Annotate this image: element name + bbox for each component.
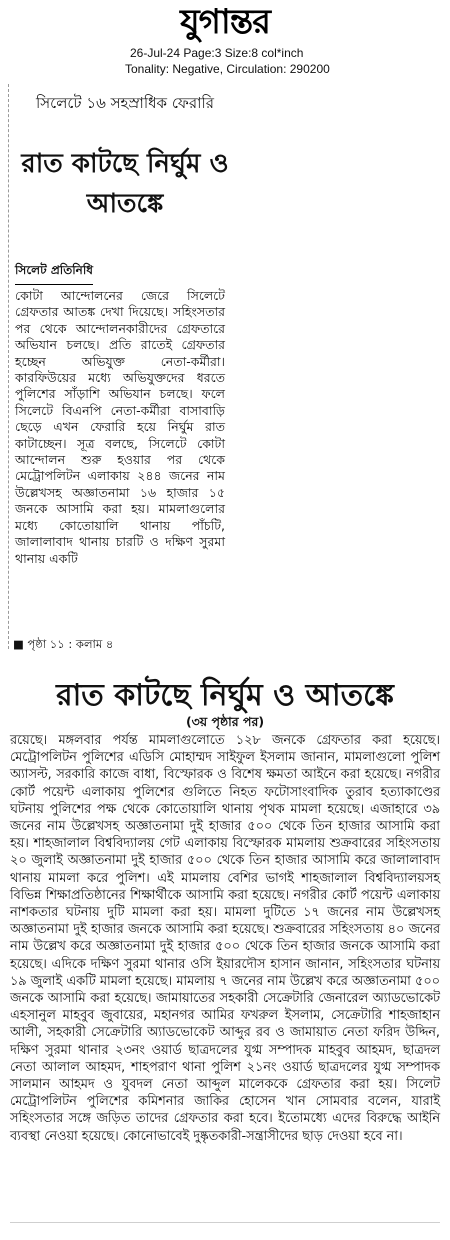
article-body: কোটা আন্দোলনের জেরে সিলেটে গ্রেফতার আতঙ্ক দেখা দিয়েছে। সহিংসতার পর থেকে আন্দোলনকারীদের গ্রেফতারে অভিযান চলছে। প্রতি রাতেই গ্রেফতার হচ্ছেন অভিযুক্ত নেতা-কর্মীরা। কারফিউয়ের মধ্যে অভিযুক্তদের ধরতে পুলিশের সাঁড়াশি অভিযান চলছে। ফলে সিলেটে বিএনপি নেতা-কর্মীরা বাসাবাড়ি ছেড়ে এখন ফেরারি হয়ে নির্ঘুম রাত কাটাচ্ছেন। সূত্র বলছে, সিলেটে কোটা আন্দোলন শুরু হওয়ার পর থেকে মেট্রোপলিটন এলাকায় ২৪৪ জনের নাম উল্লেখসহ অজ্ঞাতনামা ১৬ হাজার ১৫ জনকে আসামি করা হয়। মামলাগুলোর মধ্যে কোতোয়ালি থানায় পাঁচটি, জালালাবাদ থানায় চারটি ও দক্ষিণ সুরমা থানায় একটি [15,288,225,566]
continuation-headline: রাত কাটছে নির্ঘুম ও আতঙ্কে [56,678,394,713]
article-kicker: সিলেটে ১৬ সহস্রাধিক ফেরারি [35,94,215,112]
clipping-meta-tonality: Tonality: Negative, Circulation: 290200 [125,62,330,76]
continuation-body: রয়েছে। মঙ্গলবার পর্যন্ত মামলাগুলোতে ১২৮ জনকে গ্রেফতার করা হয়েছে। মেট্রোপলিটন পুলিশের এডিসি মোহাম্মদ সাইফুল ইসলাম জানান, মামলাগুলো পুলিশ অ্যাসল্ট, সরকারি কাজে বাধা, বিস্ফোরক ও বিশেষ ক্ষমতা আইনে করা হয়েছে। নগরীর কোর্ট পয়েন্ট এলাকায় পুলিশের গুলিতে নিহত ফটোসাংবাদিক তুরাব হত্যাকাণ্ডের ঘটনায় পুলিশের পক্ষ থেকে কোতোয়ালি থানায় পৃথক মামলা হয়েছে। এজাহারে ৩৯ জনের নাম উল্লেখসহ অজ্ঞাতনামা দুই হাজার ৫০০ থেকে তিন হাজার আসামি করা হয়। শাহজালাল বিশ্ববিদ্যালয় গেট এলাকায় বিস্ফোরক মামলায় শুক্রবারের সহিংসতায় ২০ জুলাই অজ্ঞাতনামা দুই হাজার ৫০০ থেকে তিন হাজার আসামি করে জালালাবাদ থানায় মামলা করে পুলিশ। এই মামলায় বেশির ভাগই শাহজালাল বিশ্ববিদ্যালয়সহ বিভিন্ন শিক্ষাপ্রতিষ্ঠানের শিক্ষার্থীকে আসামি করা হয়েছে। নগরীর কোর্ট পয়েন্ট এলাকায় নাশকতার ঘটনায় দুটি মামলা করা হয়। মামলা দুটিতে ১৭ জনের নাম উল্লেখসহ অজ্ঞাতনামা দুই হাজার জনকে আসামি করা হয়েছে। শুক্রবারের সহিংসতায় ৪০ জনের নাম উল্লেখ করে অজ্ঞাতনামা দুই হাজার ৫০০ থেকে তিন হাজার জনকে আসামি করা হয়েছে। এদিকে দক্ষিণ সুরমা থানার ওসি ইয়ারদৌস হাসান জানান, সহিংসতার ঘটনায় ১৯ জুলাই একটি মামলা হয়েছে। মামলায় ৭ জনের নাম উল্লেখ করে অজ্ঞাতনামা ৫০০ জনকে আসামি করা হয়েছে। জামায়াতের সহকারী সেক্রেটারি জেনারেল অ্যাডভোকেট এহসানুল মাহবুব জুবায়ের, মহানগর আমির ফখরুল ইসলাম, সেক্রেটারি শাহজাহান আলী, সহকারী সেক্রেটারি অ্যাডভোকেট আব্দুর রব ও জামায়াত নেতা ফরিদ উদ্দিন, দক্ষিণ সুরমা থানার ২৩নং ওয়ার্ড ছাত্রদলের যুগ্ম সম্পাদক মাহবুব আহমদ, ছাত্রদল নেতা আলাল আহমদ, শাহপরাণ থানা পুলিশ ২১নং ওয়ার্ড ছাত্রদলের যুগ্ম সম্পাদক সালমান আহমদ ও যুবদল নেতা আব্দুল মালেককে গ্রেফতার করা হয়। সিলেট মেট্রোপলিটন পুলিশের কমিশনার জাকির হোসেন খান সোমবার বলেন, যারাই সহিংসতার সঙ্গে জড়িত তাদের গ্রেফতার করা হবে। ইতোমধ্যে এদের বিরুদ্ধে আইনি ব্যবস্থা নেওয়া হয়েছে। কোনোভাবেই দুষ্কৃতকারী-সন্ত্রাসীদের ছাড় দেওয়া হবে না। [10,733,440,1144]
bottom-divider [10,1222,440,1223]
reporter-byline: সিলেট প্রতিনিধি [15,262,93,285]
continued-from-label: (৩য় পৃষ্ঠার পর) [185,714,265,729]
continued-on-page-marker: ■ পৃষ্ঠা ১১ : কলাম ৪ [13,637,114,651]
article-headline: রাত কাটছে নির্ঘুম ও আতঙ্কে [21,149,229,219]
clipping-meta-date-page: 26-Jul-24 Page:3 Size:8 col*inch [130,46,304,60]
front-article-clip [8,84,231,649]
masthead [0,0,450,42]
newspaper-logo: যুগান্তর [180,2,270,42]
